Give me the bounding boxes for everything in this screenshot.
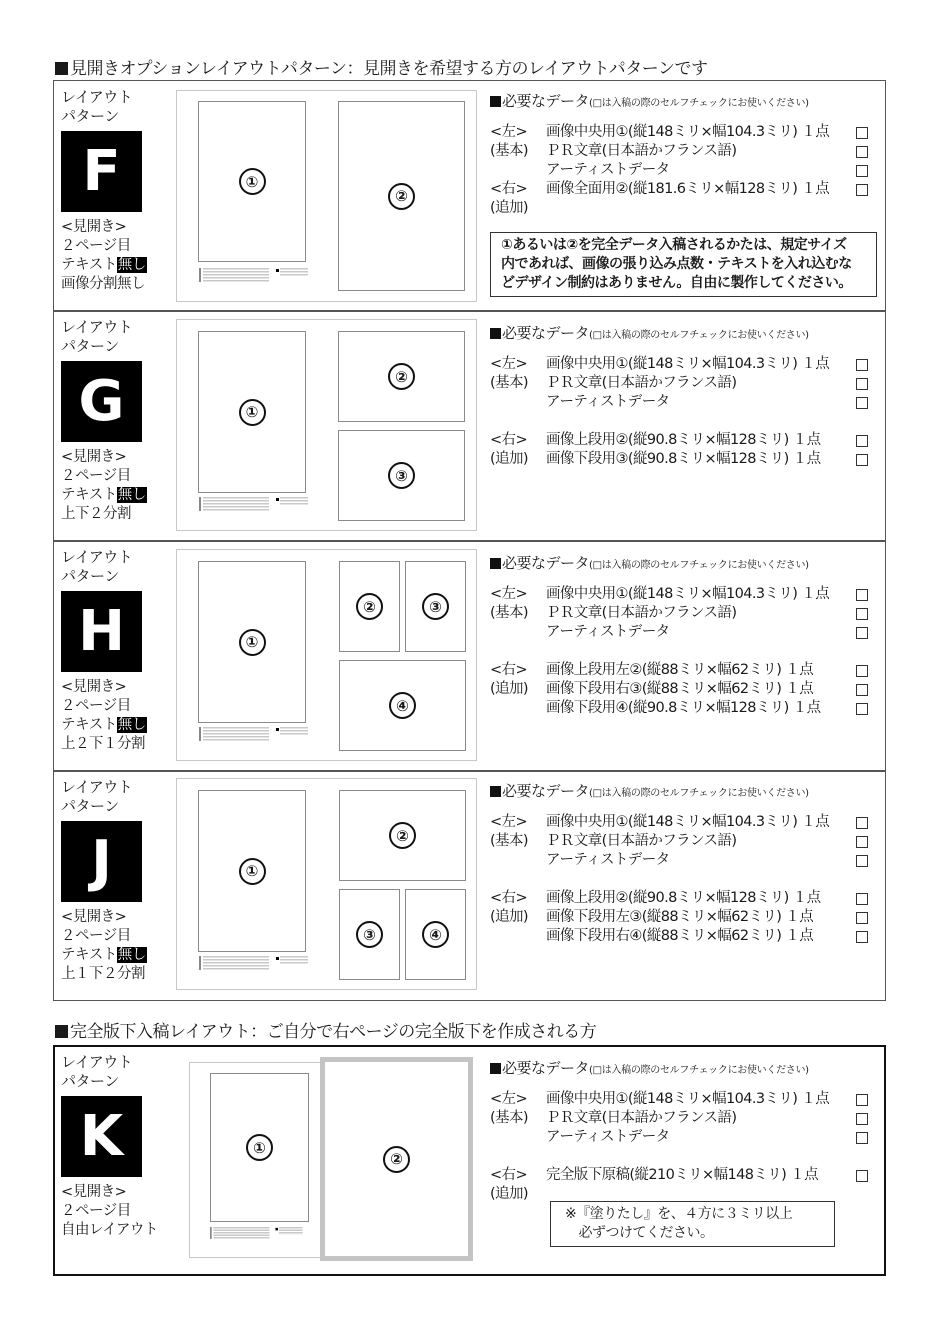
req-item: アーティストデータ: [490, 623, 880, 642]
checkbox[interactable]: [856, 435, 868, 447]
image-frame-2: ②: [338, 331, 465, 422]
split-label: 上２下１分割: [61, 736, 145, 752]
req-item: (基本) ＰＲ文章(日本語かフランス語): [490, 832, 880, 851]
checkbox[interactable]: [856, 1170, 868, 1182]
req-item: <左> 画像中央用①(縦148ミリ×幅104.3ミリ) １点: [490, 1090, 880, 1109]
checkbox[interactable]: [856, 817, 868, 829]
pattern-badge-j: J: [61, 821, 142, 902]
pattern-label: パターン: [61, 107, 119, 125]
text-label: テキスト無し: [61, 717, 146, 733]
pattern-info: レイアウト パターン J <見開き> ２ページ目 テキスト無し 上１下２分割: [61, 778, 171, 984]
free-design-note: ①あるいは②を完全データ入稿されるかたは、規定サイズ 内であれば、画像の張り込み点数・テキストを入れ込むな どデザイン制約はありません。自由に製作してください。: [490, 232, 877, 297]
caption-placeholder: [199, 268, 309, 282]
split-label: 自由レイアウト: [61, 1222, 158, 1238]
pattern-badge-k: K: [61, 1096, 142, 1177]
required-data: [490, 1057, 880, 1204]
layout-preview-left-page: [189, 1062, 325, 1258]
checkbox[interactable]: [856, 627, 868, 639]
required-data-heading: 必要なデータ(□は入稿の際のセルフチェックにお使いください): [490, 90, 880, 111]
checkbox[interactable]: [856, 1113, 868, 1125]
pattern-row-k: [53, 1047, 886, 1275]
pattern-info: レイアウト パターン H <見開き> ２ページ目 テキスト無し 上２下１分割: [61, 548, 171, 754]
layout-preview: [176, 90, 477, 302]
image-frame-4: ④: [405, 889, 466, 980]
checkbox[interactable]: [856, 146, 868, 158]
image-frame-1: ①: [198, 331, 306, 493]
bleed-note: ※『塗りたし』を、４方に３ミリ以上 必ずつけてください。: [550, 1201, 835, 1247]
req-item: <左> 画像中央用①(縦148ミリ×幅104.3ミリ) １点: [490, 813, 880, 832]
pattern-row-j: [53, 772, 886, 1000]
pattern-info: [61, 88, 171, 294]
pattern-row-g: [53, 312, 886, 540]
pattern-row-f: [53, 82, 886, 310]
req-item: <右> 画像上段用②(縦90.8ミリ×幅128ミリ) １点: [490, 431, 880, 450]
layout-label: レイアウト: [61, 88, 133, 106]
req-item: (基本) ＰＲ文章(日本語かフランス語): [490, 1109, 880, 1128]
checkbox[interactable]: [856, 378, 868, 390]
req-item: <右> 画像上段用②(縦90.8ミリ×幅128ミリ) １点: [490, 889, 880, 908]
image-frame-4: ④: [339, 660, 466, 751]
image-frame-1: ①: [198, 790, 306, 952]
pattern-info: レイアウト パターン G <見開き> ２ページ目 テキスト無し 上下２分割: [61, 318, 171, 524]
image-frame-2: ②: [338, 101, 465, 291]
checkbox[interactable]: [856, 454, 868, 466]
req-item: (追加) 画像下段用右③(縦88ミリ×幅62ミリ) １点: [490, 680, 880, 699]
checkbox[interactable]: [856, 397, 868, 409]
req-item: (基本) ＰＲ文章(日本語かフランス語): [490, 374, 880, 393]
text-label: テキスト無し: [61, 947, 146, 963]
text-none-badge: 無し: [117, 487, 146, 503]
checkbox[interactable]: [856, 127, 868, 139]
checkbox[interactable]: [856, 359, 868, 371]
split-label: 上下２分割: [61, 506, 131, 522]
req-item: 画像下段用④(縦90.8ミリ×幅128ミリ) １点: [490, 699, 880, 718]
req-item: <左> 画像中央用①(縦148ミリ×幅104.3ミリ) １点: [490, 355, 880, 374]
req-item: アーティストデータ: [490, 161, 880, 180]
split-label: 画像分割無し: [61, 276, 145, 292]
req-item: <右> 完全版下原稿(縦210ミリ×幅148ミリ) １点: [490, 1166, 880, 1185]
full-page-frame-2: ②: [320, 1057, 473, 1261]
caption-placeholder: [199, 956, 309, 970]
pattern-badge-g: G: [61, 361, 142, 442]
pattern-info: レイアウト パターン K <見開き> ２ページ目 自由レイアウト: [61, 1053, 171, 1240]
text-label: テキスト無し: [61, 487, 146, 503]
required-data-heading: 必要なデータ(□は入稿の際のセルフチェックにお使いください): [490, 322, 880, 343]
req-item: <右> 画像全面用②(縦181.6ミリ×幅128ミリ) １点: [490, 180, 880, 199]
square-bullet-icon: [490, 96, 501, 107]
caption-placeholder: [199, 727, 309, 741]
checkbox[interactable]: [856, 665, 868, 677]
image-frame-1: ①: [210, 1073, 309, 1222]
checkbox[interactable]: [856, 893, 868, 905]
text-none-badge: 無し: [117, 947, 146, 963]
split-label: 上１下２分割: [61, 966, 145, 982]
checkbox[interactable]: [856, 684, 868, 696]
square-bullet-icon: [490, 786, 501, 797]
checkbox[interactable]: [856, 703, 868, 715]
text-none-badge: 無し: [117, 257, 146, 273]
required-data-heading: 必要なデータ(□は入稿の際のセルフチェックにお使いください): [490, 552, 880, 573]
square-bullet-icon: [55, 1025, 68, 1038]
checkbox[interactable]: [856, 912, 868, 924]
checkbox[interactable]: [856, 165, 868, 177]
pattern-badge-f: F: [61, 131, 142, 212]
square-bullet-icon: [490, 1063, 501, 1074]
image-frame-3: ③: [405, 561, 466, 652]
square-bullet-icon: [55, 62, 68, 75]
checkbox[interactable]: [856, 589, 868, 601]
req-item: アーティストデータ: [490, 1128, 880, 1147]
req-item: (追加) 画像下段用③(縦90.8ミリ×幅128ミリ) １点: [490, 450, 880, 469]
required-data-heading: 必要なデータ(□は入稿の際のセルフチェックにお使いください): [490, 780, 880, 801]
checkbox[interactable]: [856, 931, 868, 943]
section-title-spread-options: 見開きオプションレイアウトパターン：見開きを希望する方のレイアウトパターンです: [55, 54, 707, 79]
text-label: テキスト無し: [61, 257, 146, 273]
section-title-full-manuscript: 完全版下入稿レイアウト：ご自分で右ページの完全版下を作成される方: [55, 1017, 596, 1042]
pattern-badge-h: H: [61, 591, 142, 672]
req-item: <右> 画像上段用左②(縦88ミリ×幅62ミリ) １点: [490, 661, 880, 680]
checkbox[interactable]: [856, 608, 868, 620]
req-item: <左> 画像中央用①(縦148ミリ×幅104.3ミリ) １点: [490, 585, 880, 604]
page-label: ２ページ目: [61, 238, 131, 254]
req-item: アーティストデータ: [490, 393, 880, 412]
spread-label: <見開き>: [61, 219, 127, 235]
layout-preview: [176, 778, 477, 990]
req-item: アーティストデータ: [490, 851, 880, 870]
layout-preview: [176, 319, 477, 531]
pattern-row-h: [53, 542, 886, 770]
image-frame-3: ③: [339, 889, 400, 980]
caption-placeholder: [210, 1227, 304, 1239]
required-data: [490, 552, 880, 718]
image-frame-1: ①: [198, 561, 306, 723]
square-bullet-icon: [490, 328, 501, 339]
image-frame-2: ②: [339, 561, 400, 652]
req-item: (追加) 画像下段用左③(縦88ミリ×幅62ミリ) １点: [490, 908, 880, 927]
checkbox[interactable]: [856, 1094, 868, 1106]
required-data: [490, 780, 880, 946]
checkbox[interactable]: [856, 836, 868, 848]
req-side-label: (追加): [490, 200, 528, 216]
checkbox[interactable]: [856, 184, 868, 196]
layout-preview: [176, 549, 477, 761]
text-none-badge: 無し: [117, 717, 146, 733]
image-frame-3: ③: [338, 430, 465, 521]
req-item: <左> 画像中央用①(縦148ミリ×幅104.3ミリ) １点: [490, 123, 880, 142]
image-frame-1: ①: [198, 101, 306, 262]
req-item: (基本) ＰＲ文章(日本語かフランス語): [490, 142, 880, 161]
req-side-label: (追加): [490, 1186, 528, 1202]
square-bullet-icon: [490, 558, 501, 569]
required-data: [490, 322, 880, 469]
image-frame-2: ②: [339, 790, 466, 881]
req-item: (基本) ＰＲ文章(日本語かフランス語): [490, 604, 880, 623]
req-item: 画像下段用右④(縦88ミリ×幅62ミリ) １点: [490, 927, 880, 946]
caption-placeholder: [199, 497, 309, 511]
checkbox[interactable]: [856, 855, 868, 867]
required-data: [490, 90, 880, 218]
checkbox[interactable]: [856, 1132, 868, 1144]
required-data-heading: 必要なデータ(□は入稿の際のセルフチェックにお使いください): [490, 1057, 880, 1078]
